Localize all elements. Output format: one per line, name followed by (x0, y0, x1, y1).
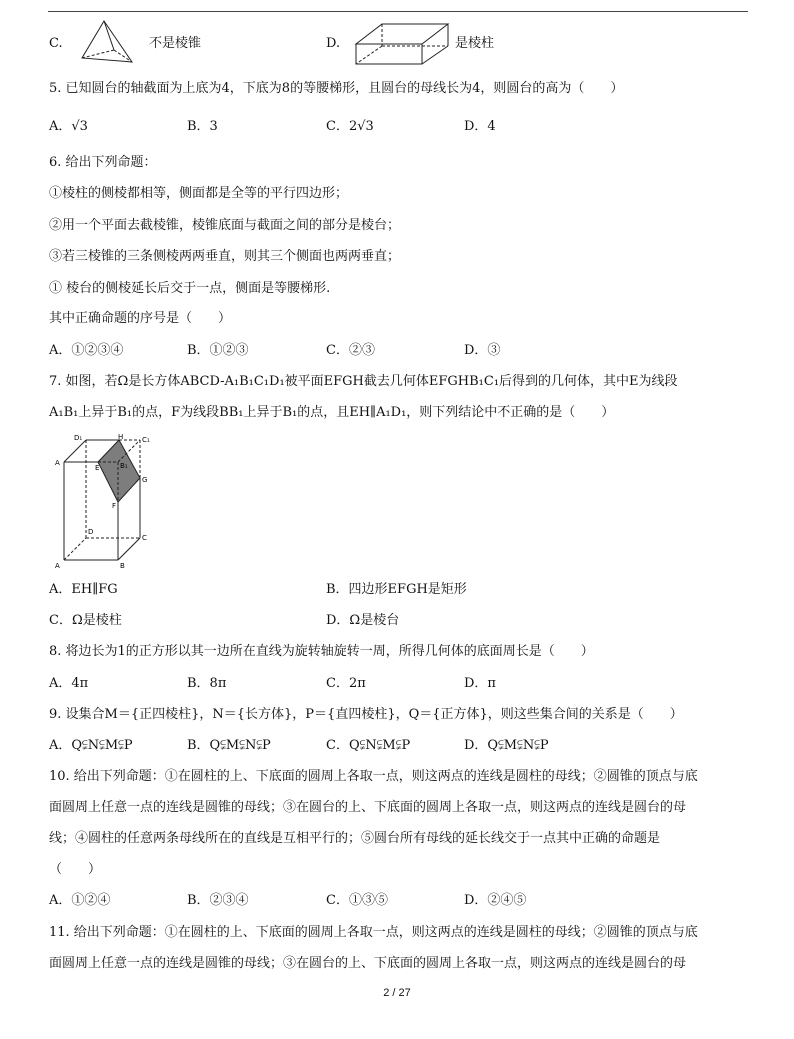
q9-option-b: B．Q⫋M⫋N⫋P (187, 738, 271, 753)
q8-option-d: D．π (464, 676, 496, 691)
label-e: E (95, 464, 100, 472)
q10-option-d: D．②④⑤ (464, 893, 527, 908)
q8-stem: 8. 将边长为1的正方形以其一边所在直线为旋转轴旋转一周，所得几何体的底面周长是（ ） (49, 644, 594, 659)
q6-item-4: ① 棱台的侧棱延长后交于一点，侧面是等腰梯形. (49, 281, 331, 296)
q8-option-b: B．8π (187, 676, 227, 691)
label-c1: C₁ (142, 436, 150, 444)
q7-option-b: B．四边形EFGH是矩形 (326, 582, 467, 597)
q9-option-c: C．Q⫋N⫋M⫋P (326, 738, 411, 753)
label-f: F (112, 502, 117, 510)
q5-option-c: C．2√3 (326, 119, 374, 134)
option-d-label: D. (326, 36, 341, 51)
cuboid-figure (52, 432, 157, 570)
label-a1: A (55, 459, 60, 467)
q11-line1: 11. 给出下列命题：①在圆柱的上、下底面的圆周上各取一点，则这两点的连线是圆柱的母线；②圆锥的顶点与底 (49, 925, 698, 940)
q5-option-d: D．4 (464, 119, 496, 134)
q9-stem: 9. 设集合M＝{正四棱柱}，N＝{长方体}，P＝{直四棱柱}，Q＝{正方体}，则这些集合间的关系是（ ） (49, 707, 683, 722)
page-number: 2 / 27 (383, 987, 411, 999)
q6-option-d: D．③ (464, 343, 501, 358)
q10-line3: 线；④圆柱的任意两条母线所在的直线是互相平行的；⑤圆台所有母线的延长线交于一点其中正确的命题是 (49, 831, 661, 846)
label-b1: B₁ (120, 462, 128, 470)
q6-option-a: A．①②③④ (49, 343, 124, 358)
q7-option-c: C．Ω是棱柱 (49, 613, 122, 628)
q5-option-b: B．3 (187, 119, 218, 134)
q6-option-c: C．②③ (326, 343, 375, 358)
label-a: A (55, 562, 60, 570)
label-d: D (88, 528, 94, 536)
q6-option-b: B．①②③ (187, 343, 249, 358)
q5-option-a: A．√3 (49, 119, 88, 134)
option-c-label: C. (49, 36, 63, 51)
q10-line4: （ ） (49, 862, 102, 877)
option-c-text: 不是棱锥 (149, 36, 202, 51)
option-d-text: 是棱柱 (455, 36, 495, 51)
q5-stem: 5. 已知圆台的轴截面为上底为4，下底为8的等腰梯形，且圆台的母线长为4，则圆台的高为（ ） (49, 81, 624, 96)
q10-line2: 面圆周上任意一点的连线是圆锥的母线；③在圆台的上、下底面的圆周上各取一点，则这两点的连线是圆台的母 (49, 800, 687, 815)
q8-option-c: C．2π (326, 676, 366, 691)
label-d1: D₁ (74, 434, 83, 442)
q7-stem-line2: A₁B₁上异于B₁的点，F为线段BB₁上异于B₁的点，且EH∥A₁D₁，则下列结论中不正确的是（ ） (49, 405, 615, 420)
q6-item-3: ③若三棱锥的三条侧棱两两垂直，则其三个侧面也两两垂直； (49, 249, 401, 264)
header-rule (48, 11, 748, 12)
q7-stem-line1: 7. 如图，若Ω是长方体ABCD-A₁B₁C₁D₁被平面EFGH截去几何体EFGHB₁C₁后得到的几何体，其中E为线段 (49, 374, 678, 389)
label-g: G (142, 476, 148, 484)
q8-option-a: A．4π (49, 676, 89, 691)
q7-option-d: D．Ω是棱台 (326, 613, 400, 628)
label-c: C (142, 534, 147, 542)
q6-stem: 6. 给出下列命题： (49, 155, 157, 170)
q10-option-b: B．②③④ (187, 893, 249, 908)
q6-ask: 其中正确命题的序号是（ ） (49, 311, 232, 326)
label-b: B (120, 562, 125, 570)
q10-option-c: C．①③⑤ (326, 893, 388, 908)
q6-item-1: ①棱柱的侧棱都相等，侧面都是全等的平行四边形； (49, 186, 349, 201)
q9-option-d: D．Q⫋M⫋N⫋P (464, 738, 549, 753)
q7-option-a: A．EH∥FG (49, 582, 118, 597)
q9-option-a: A．Q⫋N⫋M⫋P (49, 738, 133, 753)
prism-figure (350, 20, 452, 66)
q6-item-2: ②用一个平面去截棱锥，棱锥底面与截面之间的部分是棱台； (49, 218, 401, 233)
q10-option-a: A．①②④ (49, 893, 111, 908)
label-h: H (118, 433, 124, 441)
q11-line2: 面圆周上任意一点的连线是圆锥的母线；③在圆台的上、下底面的圆周上各取一点，则这两点的连线是圆台的母 (49, 956, 687, 971)
q10-line1: 10. 给出下列命题：①在圆柱的上、下底面的圆周上各取一点，则这两点的连线是圆柱的母线；②圆锥的顶点与底 (49, 769, 698, 784)
pyramid-figure (74, 18, 144, 68)
